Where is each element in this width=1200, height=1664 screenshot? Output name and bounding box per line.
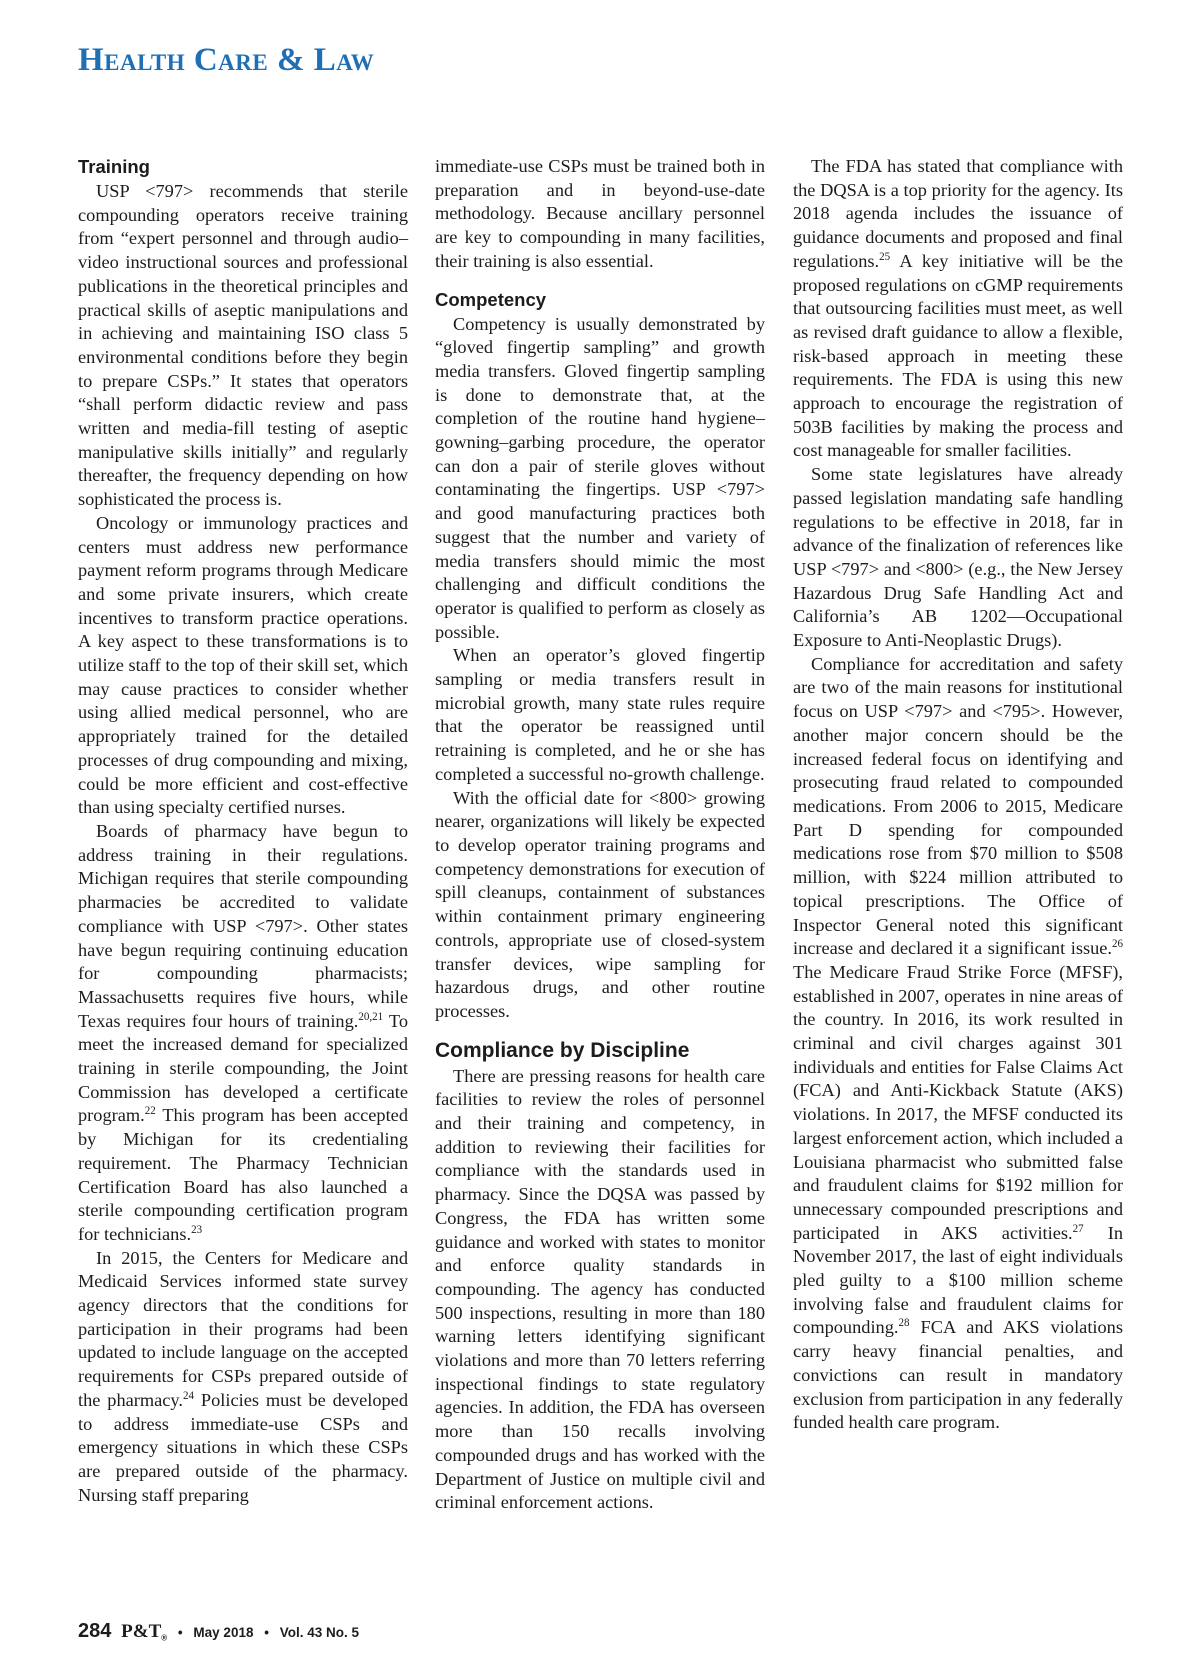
column-1 bbox=[78, 155, 408, 1507]
reference-marker: 24 bbox=[183, 1389, 195, 1402]
paragraph: Compliance for accreditation and safety are two of the main reasons for institutional focus on USP <797> and <795>. However, another major concern should be the increased federal focus on identifying and prosecuting fraud related to compounded medications. From 2006 to 2015, Medicare Part D spending for compounded medications rose from $70 million to $508 million, with $224 million attributed to topical prescriptions. The Office of Inspector General noted this significant increase and declared it a significant issue.$^{26}$ The Medicare Fraud Strike Force (MFSF), established in 2007, operates in nine areas of the country. In 2016, its work resulted in criminal and civil charges against 301 individuals and entities for False Claims Act (FCA) and Anti-Kickback Statute (AKS) violations. In 2017, the MFSF conducted its largest enforcement action, which included a Louisiana pharmacist who submitted false and fraudulent claims for $192 million for unnecessary compounded prescriptions and participated in AKS activities.$^{27}$ In November 2017, the last of eight individuals pled guilty to a $100 million scheme involving false and fraudulent claims for compounding.$^{28}$ FCA and AKS violations carry heavy financial penalties, and convictions can result in mandatory exclusion from participation in any federally funded health care program. bbox=[793, 653, 1123, 1433]
paragraph: When an operator’s gloved fingertip sampling or media transfers result in microbial growth, many state rules require that the operator be reassigned until retraining is completed, and he or she has completed a successful no-growth challenge. bbox=[435, 645, 765, 784]
page-number: 284 bbox=[78, 1620, 112, 1642]
paragraph: The FDA has stated that compliance with the DQSA is a top priority for the agency. Its 2018 agenda includes the issuance of guidance documents and proposed and final regulations.$^{25}$ A key initiative will be the proposed regulations on cGMP requirements that outsourcing facilities must meet, as well as revised draft guidance to allow a flexible, risk-based approach in meeting these requirements. The FDA is using this new approach to encourage the registration of 503B facilities by making the process and cost manageable for smaller facilities. bbox=[793, 156, 1123, 461]
reference-marker: 22 bbox=[144, 1105, 156, 1118]
paragraph: USP <797> recommends that sterile compounding operators receive training from “expert personnel and through audio–video instructional sources and professional publications in the theoretical principles and practical skills of aseptic manipulations and in achieving and maintaining ISO class 5 environmental conditions before they begin to prepare CSPs.” It states that operators “shall perform didactic review and pass written and media-fill testing of aseptic manipulative skills initially” and regularly thereafter, the frequency depending on how sophisticated the process is. bbox=[78, 181, 408, 510]
reference-marker: 27 bbox=[1072, 1222, 1084, 1235]
paragraph: Competency is usually demonstrated by “gloved fingertip sampling” and growth media transfers. Gloved fingertip sampling is done to demonstrate that, at the completion of the routine hand hygiene–gowning–garbing procedure, the operator can don a pair of sterile gloves without contaminating the fingertips. USP <797> and good manufacturing practices both suggest that the number and variety of media transfers should mimic the most challenging and difficult conditions the operator is qualified to perform as closely as possible. bbox=[435, 313, 765, 642]
reference-marker: 26 bbox=[1112, 938, 1123, 951]
section-header: Health Care & Law bbox=[78, 42, 375, 78]
reference-marker: 23 bbox=[191, 1223, 203, 1236]
heading-competency: Competency bbox=[435, 288, 547, 310]
column-3 bbox=[793, 155, 1123, 1435]
paragraph: With the official date for <800> growing nearer, organizations will likely be expected to develop operator training programs and competency demonstrations for execution of spill cleanups, containment of substances within containment primary engineering controls, appropriate use of closed-system transfer devices, wipe sampling for hazardous drugs, and other routine processes. bbox=[435, 787, 765, 1021]
journal-name: P&T bbox=[121, 1621, 162, 1642]
reference-marker: 20,21 bbox=[358, 1010, 384, 1023]
paragraph: There are pressing reasons for health care facilities to review the roles of personnel and their training and competency, in addition to reviewing their facilities for compliance with the standards used in pharmacy. Since the DQSA was passed by Congress, the FDA has written some guidance and worked with states to monitor and enforce quality standards in compounding. The agency has conducted 500 inspections, resulting in more than 180 warning letters identifying significant violations and more than 70 letters referring inspectional findings to state regulatory agencies. In addition, the FDA has overseen more than 150 recalls involving compounded drugs and has worked with the Department of Justice on multiple civil and criminal enforcement actions. bbox=[435, 1065, 765, 1513]
paragraph: Boards of pharmacy have begun to address training in their regulations. Michigan requires that sterile compounding pharmacies be accredited to validate compliance with USP <797>. Other states have begun requiring continuing education for compounding pharmacists; Massachusetts requires five hours, while Texas requires four hours of training.$^{20,21}$ To meet the increased demand for specialized training in sterile compounding, the Joint Commission has developed a certificate program.$^{22}$ This program has been accepted by Michigan for its credentialing requirement. The Pharmacy Technician Certification Board has also launched a sterile compounding certification program for technicians.$^{23}$ bbox=[78, 820, 408, 1244]
separator: • bbox=[264, 1625, 269, 1640]
separator: • bbox=[177, 1625, 183, 1640]
reference-marker: 28 bbox=[898, 1317, 910, 1330]
issue-date: May 2018 bbox=[193, 1625, 254, 1640]
paragraph: Some state legislatures have already passed legislation mandating safe handling regulations to be effective in 2018, far in advance of the finalization of references like USP <797> and <800> (e.g., the New Jersey Hazardous Drug Safe Handling Act and California’s AB 1202—Occupational Exposure to Anti-Neoplastic Drugs). bbox=[793, 464, 1123, 651]
reference-marker: 25 bbox=[879, 250, 891, 263]
paragraph: In 2015, the Centers for Medicare and Medicaid Services informed state survey agency directors that the conditions for participation in their programs had been updated to include language on the accepted requirements for CSPs prepared outside of the pharmacy.$^{24}$ Policies must be developed to address immediate-use CSPs and emergency situations in which these CSPs are prepared outside of the pharmacy. Nursing staff preparing bbox=[78, 1247, 408, 1505]
page-footer bbox=[78, 1620, 359, 1643]
registered-mark: ® bbox=[161, 1633, 168, 1643]
paragraph: Oncology or immunology practices and centers must address new performance payment reform programs through Medicare and some private insurers, which create incentives to transform practice operations. A key aspect to these transformations is to utilize staff to the top of their skill set, which may cause practices to consider whether using allied medical personnel, who are appropriately trained for the detailed processes of drug compounding and mixing, could be more efficient and cost-effective than using specialty certified nurses. bbox=[78, 512, 408, 818]
heading-training: Training bbox=[78, 156, 150, 177]
paragraph: immediate-use CSPs must be trained both in preparation and in beyond-use-date methodology. Because ancillary personnel are key to compounding in many facilities, their training is also essential. bbox=[435, 156, 765, 271]
column-2 bbox=[435, 155, 765, 1515]
heading-compliance-by-discipline: Compliance by Discipline bbox=[435, 1038, 690, 1062]
volume-number: Vol. 43 No. 5 bbox=[279, 1625, 360, 1640]
